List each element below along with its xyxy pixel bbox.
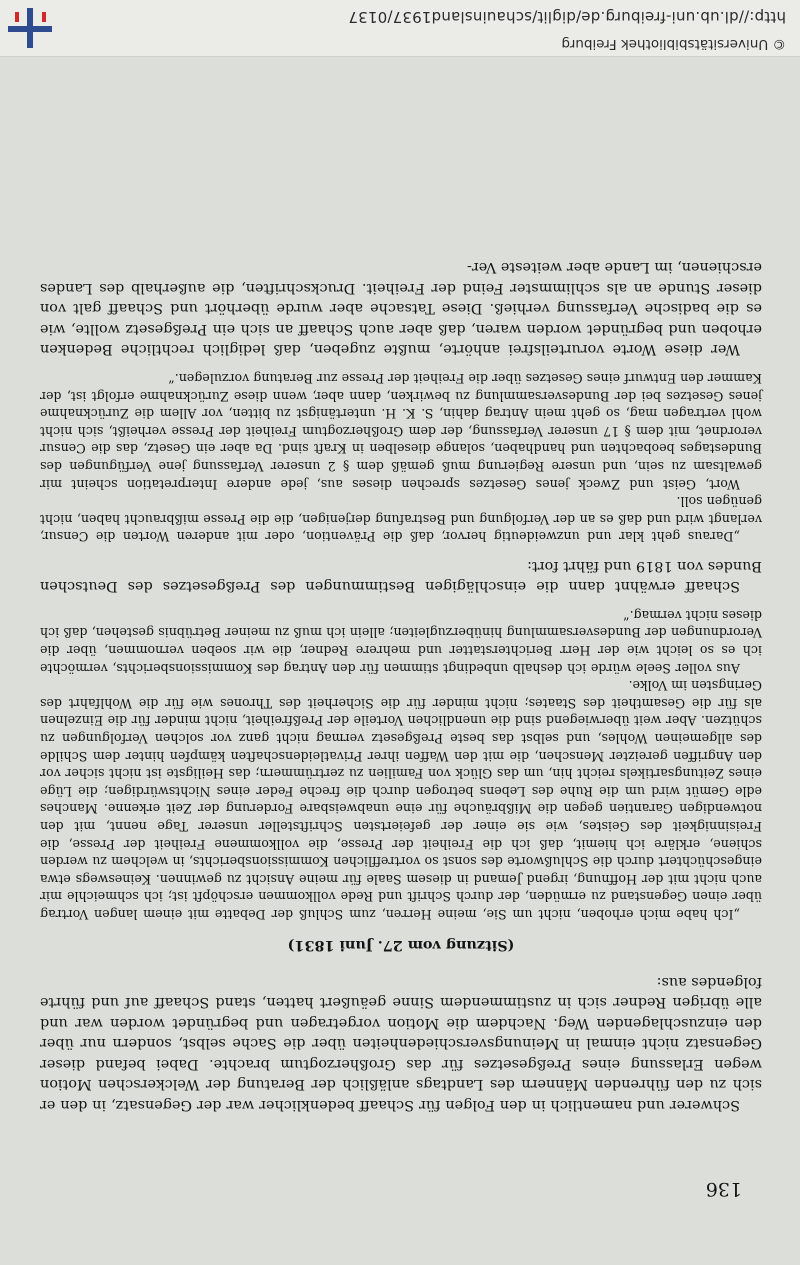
paragraph: Schwerer und namentlich in den Folgen für Schaaff bedenklicher war der Gegensatz, in den er sich zu den führenden Männern des Landtags anläßlich der Beratung der Welckerschen Motion wegen Erlassung eines Preßgesetzes für das Großherzogtum brachte. Dabei befand dieser Gegensatz nicht einmal in Meinungsverschiedenheiten über die Sache selbst, sondern nur über den einzuschlagenden Weg. Nachdem die Motion vorgetragen und begründet worden war und alle übrigen Redner sich in zustimmendem Sinne geäußert hatten, stand Schaaff auf und führte folgendes aus: — [40, 974, 762, 1113]
quote-paragraph: „Ich habe mich erhoben, nicht um Sie, meine Herren, zum Schluß der Debatte mit einem langen Vortrag über einen Gegenstand zu ermüden, der durch Schrift und Rede vollkommen erschöpft ist; ich schmeichle mir auch nicht mit der Hoffnung, irgend Jemand in diesem Saale für meine Ansicht zu gewinnen. Keineswegs etwa eingeschüchtert durch die Schlußworte des sonst so vortrefflichen Kommissionsberichts, in welchem zu werden schiene, erkläre ich hiemit, daß ich die Freiheit der Presse, die vollkommene Freiheit der Presse, die Freisinnigkeit des Geistes, wie sie einer der gefeiertsten Schriftsteller unserer Tage nennt, mit den notwendigen Garantien gegen die Mißbräuche für eine unabweisbare Forderung der Zeit erkenne. Manches edle Gemüt wird um die Ruhe des Lebens betrogen durch die freche Feder eines Nichtswürdigen; die Lüge eines Zeitungsartikels reicht hin, um das Glück von Familien zu zertrümmern; das Heiligste ist nicht sicher vor den Angriffen gereizter Menschen, die mit den Waffen ihrer Privatleidenschaften kämpfen hinter dem Schilde des allgemeinen Wohles, und selbst das beste Preßgesetz vermag nicht ganz vor solchen Verfolgungen zu schützen. Aber weit überwiegend sind die unendlichen Vorteile der Preßfreiheit, nicht minder für die Einzelnen als für die Gesamtheit des Staates; nicht minder für die Sicherheit des Thrones wie für die Wohlfahrt des Geringsten im Volke. — [40, 678, 762, 922]
paragraph: Schaaff erwähnt dann die einschlägigen Bestimmungen des Preßgesetzes des Deutschen Bundes von 1819 und fährt fort: — [40, 557, 762, 595]
page-number: 136 — [705, 1178, 742, 1200]
page-body — [40, 257, 762, 1115]
quote-paragraph: Wort, Geist und Zweck jenes Gesetzes sprechen dieses aus, jede andere Interpretation scheint mir gewaltsam zu sein, und unsere Regierung muß gemäß dem § 2 unserer Verfassung jene Verfügungen des Bundestages beobachten und handhaben, solange dieselben in Kraft sind. Da aber ein Gesetz, das die Censur verordnet, mit dem § 17 unserer Verfassung, der dem Großherzogtum Freiheit der Presse verheißt, sich nicht wohl vertragen mag, so geht mein Antrag dahin, S. K. H. untertänigst zu bitten, vor Allem die Zurücknahme jenes Gesetzes bei der Bundesversammlung zu bewirken, dann aber, wenn diese Zurücknahme erfolgt ist, der Kammer den Entwurf eines Gesetzes über die Freiheit der Presse zur Beratung vorzulegen.“ — [40, 370, 762, 492]
paragraph: Wer diese Worte vorurteilsfrei anhörte, mußte zugeben, daß lediglich rechtliche Bedenken erhoben und begründet worden waren, daß aber auch Schaaff an sich ein Preßgesetz wollte, wie es die badische Verfassung verhieß. Diese Tatsache aber wurde überhört und Schaaff galt von dieser Stunde an als schlimmster Feind der Freiheit. Druckschriften, die außerhalb des Landes erschienen, im Lande aber weiteste Ver- — [40, 259, 762, 358]
university-library-logo-icon — [8, 8, 52, 48]
book-page — [40, 100, 762, 1199]
session-heading: (Sitzung vom 27. Juni 1831) — [287, 937, 515, 955]
quote-paragraph: Aus voller Seele würde ich deshalb unbedingt stimmen für den Antrag des Kommissionsberichts, vermöchte ich es so leicht wie der Herr Berichterstatter und mehrere Redner, die wir soeben vernommen, über die Verordnungen der Bundesversammlung hinüberzugleiten; allein ich muß zu meiner Betrübnis gestehen, daß ich dieses nicht vermag.“ — [40, 607, 762, 676]
library-header-bar — [0, 0, 800, 57]
quote-paragraph: „Daraus geht klar und unzweideutig hervor, daß die Prävention, oder mit anderen Worten die Censur, verlangt wird und daß es an der Verfolgung und Bestrafung derjenigen, die die Presse mißbraucht haben, nicht genügen soll. — [40, 494, 762, 545]
copyright-notice: © Universitätsbibliothek Freiburg — [561, 36, 786, 52]
permalink-url[interactable]: http://dl.ub.uni-freiburg.de/diglit/schauinsland1937/0137 — [348, 8, 786, 26]
